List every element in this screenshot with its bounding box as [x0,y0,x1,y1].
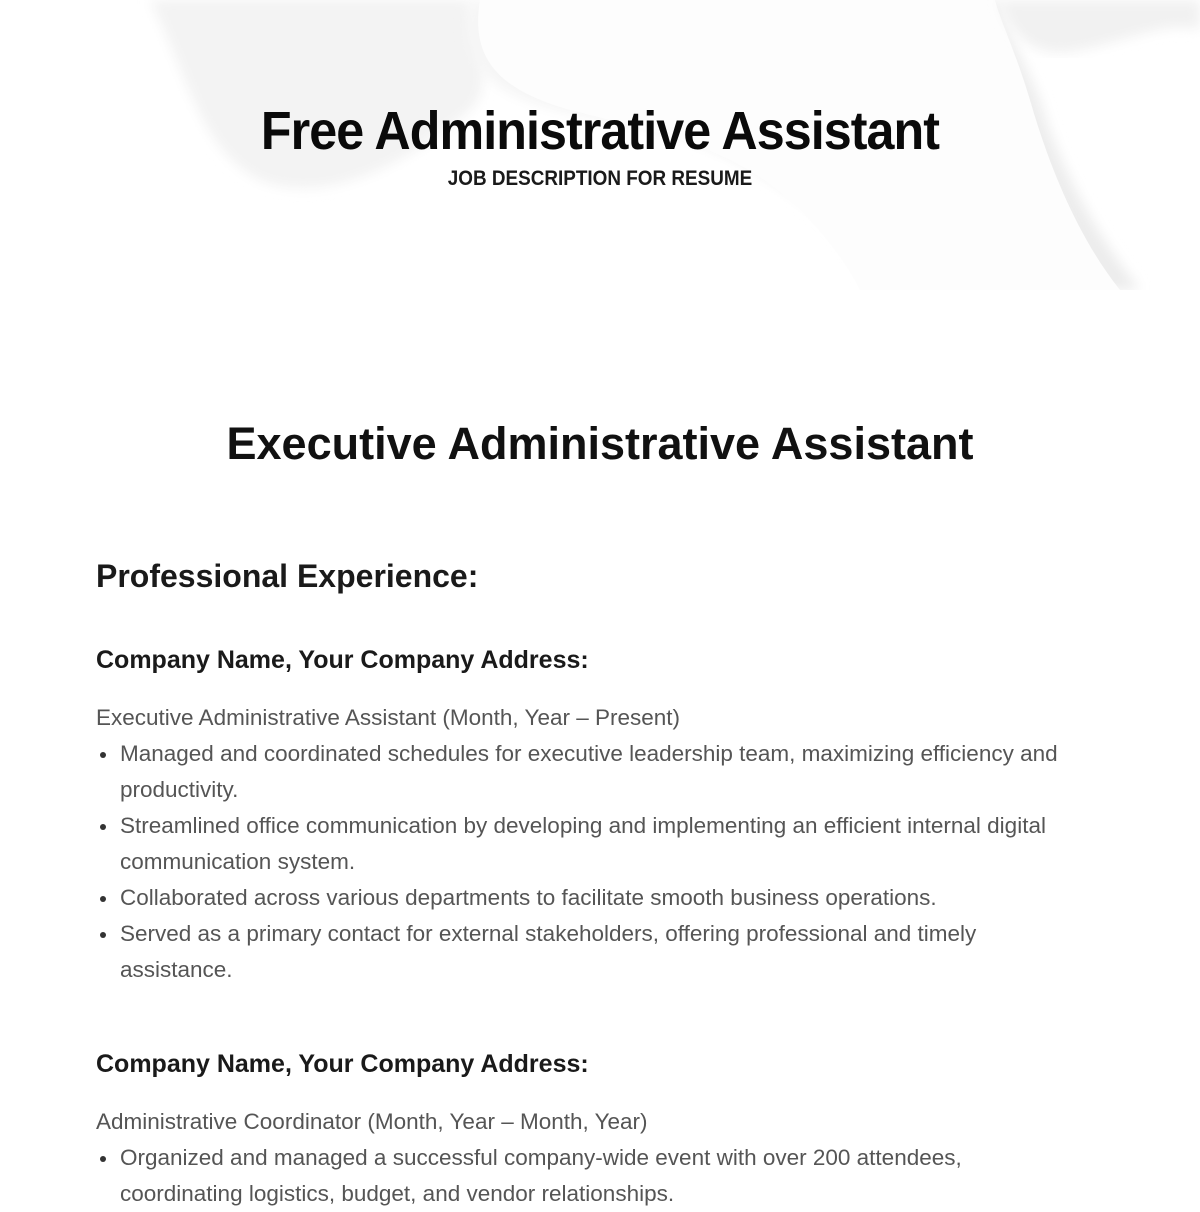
bullet-text: Streamlined office communication by developing and implementing an efficient internal digital communication system. [120,813,1046,874]
job-bullets [96,1140,1076,1212]
company-name: Company Name, Your Company Address: [96,646,589,674]
job-role: Executive Administrative Assistant (Month, Year – Present) [96,705,681,730]
header-banner [0,0,1200,290]
bullet-icon [100,752,106,758]
section-heading: Professional Experience: [96,558,479,594]
page-title: Free Administrative Assistant [260,101,940,161]
document-heading: Executive Administrative Assistant [226,418,974,469]
bullet-icon [100,896,106,902]
bullet-text: Collaborated across various departments to facilitate smooth business operations. [120,885,937,910]
list-item [96,1140,1076,1212]
list-item [96,916,1076,988]
company-name: Company Name, Your Company Address: [96,1050,589,1078]
list-item [96,808,1076,880]
bullet-icon [100,824,106,830]
job-bullets [96,736,1076,988]
page-subtitle: JOB DESCRIPTION FOR RESUME [447,167,753,190]
bullet-text: Managed and coordinated schedules for executive leadership team, maximizing efficiency and productivity. [120,741,1058,802]
job-role: Administrative Coordinator (Month, Year – Month, Year) [96,1109,648,1134]
bullet-text: Organized and managed a successful company-wide event with over 200 attendees, coordinating logistics, budget, and vendor relationships. [120,1145,962,1206]
bullet-icon [100,1156,106,1162]
list-item [96,736,1076,808]
list-item [96,880,1076,916]
bullet-text: Served as a primary contact for external stakeholders, offering professional and timely assistance. [120,921,977,982]
bullet-icon [100,932,106,938]
